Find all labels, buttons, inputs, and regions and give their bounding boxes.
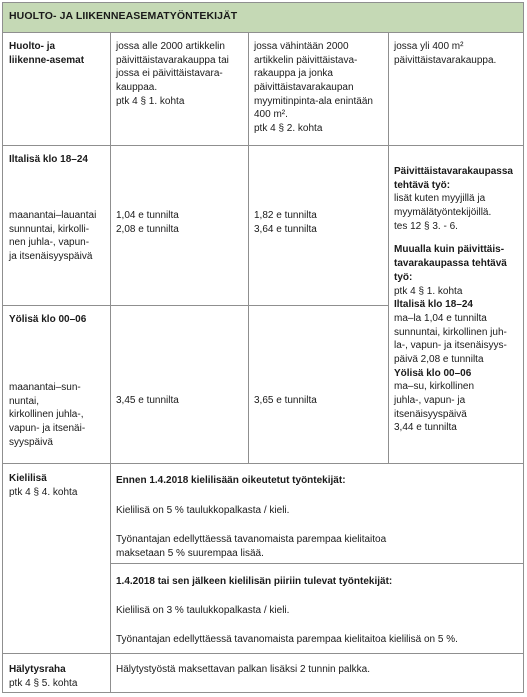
col-divider [388,32,389,463]
evening-col1: 1,04 e tunnilta 2,08 e tunnilta [116,210,179,235]
stations-col2: jossa vähintään 2000 artikkelin päivittäistava- rakauppa ja jonka päivittäistavarakaupan myymitinpinta-ala enintään 400 m². ptk 4 § 2. kohta [254,41,373,135]
alarm-text: Hälytystyöstä maksettavan palkan lisäksi 2 tunnin palkka. [116,664,371,675]
evening-label-days: maanantai–lauantai sunnuntai, kirkolli- nen juhla-, vapun- ja itsenäisyyspäivä [9,210,97,263]
evening-col2: 1,82 e tunnilta 3,64 e tunnilta [254,210,317,235]
language-a-heading: Ennen 1.4.2018 kielilisään oikeutetut työntekijät: [116,475,346,486]
night-label-days: maanantai–sun- nuntai, kirkollinen juhla-, vapun- ja itsenäi- syyspäivä [9,382,86,448]
stations-col3: jossa yli 400 m² päivittäistavarakauppa. [394,41,497,66]
table-title: HUOLTO- JA LIIKENNEASEMATYÖNTEKIJÄT [3,3,523,32]
col-divider [110,32,111,692]
row-divider [3,305,388,306]
alarm-label: Hälytysraha ptk 4 § 5. kohta [9,664,78,689]
night-label-title: Yölisä klo 00–06 [9,314,87,325]
language-b-p1: Kielilisä on 3 % taulukkopalkasta / kieli. [116,605,290,616]
col3-merged: Päivittäistavarakaupassa tehtävä työ: lisät kuten myyjillä ja myymälätyöntekijöillä. tes 12 § 3. - 6. Muualla kuin päivittäis- tavarakaupassa tehtävä työ: ptk 4 § 1. kohta Iltalisä klo 18–24 ma–la 1,04 e tunnilta sunnuntai, kirkollinen juh- la-, vapun- ja itsenäisyys- päivä 2,08 e tunnilta Yölisä klo 00–06 ma–su, kirkollinen juhla-, vapun- ja itsenäisyyspäivä 3,44 e tunnilta [394,166,513,434]
language-b-p2: Työnantajan edellyttäessä tavanomaista parempaa kielitaitoa kielilisä on 5 %. [116,634,458,645]
language-a-p1: Kielilisä on 5 % taulukkopalkasta / kieli. [116,505,290,516]
language-a-p2: Työnantajan edellyttäessä tavanomaista parempaa kielitaitoa maksetaan 5 % suurempaa lisää. [116,534,387,559]
row-divider [3,653,523,654]
row-divider [3,463,523,464]
evening-label-title: Iltalisä klo 18–24 [9,154,88,165]
stations-col1: jossa alle 2000 artikkelin päivittäistavarakauppa tai jossa ei päivittäistavara- kauppaa. ptk 4 § 1. kohta [116,41,229,107]
row-divider [3,32,523,33]
language-label: Kielilisä ptk 4 § 4. kohta [9,473,78,498]
language-b-heading: 1.4.2018 tai sen jälkeen kielilisän piiriin tulevat työntekijät: [116,576,393,587]
row-divider [110,563,523,564]
night-col2: 3,65 e tunnilta [254,395,317,406]
col-divider [248,32,249,463]
stations-label: Huolto- ja liikenne-asemat [9,41,85,66]
row-divider [3,145,523,146]
night-col1: 3,45 e tunnilta [116,395,179,406]
